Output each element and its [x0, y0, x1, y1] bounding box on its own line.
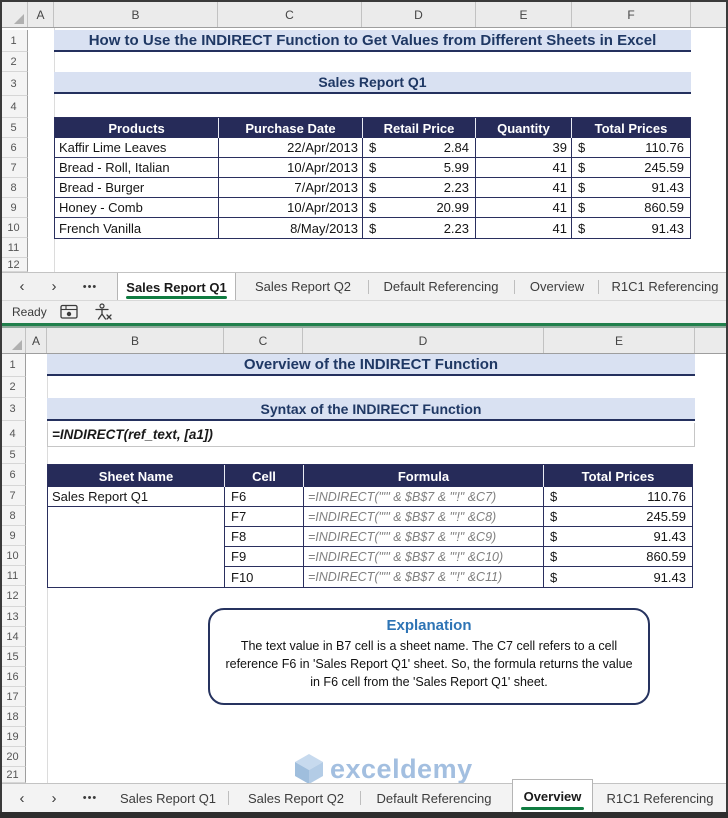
cell-total[interactable]: [544, 527, 692, 547]
more-sheets-button[interactable]: •••: [82, 280, 98, 293]
cell-total[interactable]: [544, 507, 692, 527]
table-header-sheet-name[interactable]: Sheet Name: [48, 465, 225, 487]
row-header[interactable]: 3: [0, 72, 28, 96]
cell-date[interactable]: 7/Apr/2013: [219, 178, 363, 198]
row-header[interactable]: 7: [0, 158, 28, 178]
row-header[interactable]: 9: [0, 526, 26, 546]
prev-sheet-button[interactable]: ‹: [19, 278, 25, 295]
formula-table: [47, 464, 693, 588]
currency-symbol: $: [550, 509, 558, 524]
cell-total[interactable]: [544, 567, 692, 587]
row-header[interactable]: 4: [0, 96, 28, 118]
column-header-b[interactable]: B: [47, 328, 224, 353]
row-header[interactable]: 12: [0, 586, 26, 607]
active-tab-underline: [126, 296, 227, 299]
tab-separator: [228, 791, 229, 805]
active-tab-underline: [521, 807, 584, 810]
tab-separator: [360, 791, 361, 805]
row-header[interactable]: 1: [0, 30, 28, 52]
tab-sales-report-q2[interactable]: Sales Report Q2: [254, 279, 352, 294]
next-sheet-button[interactable]: ›: [51, 278, 57, 295]
cell-sheet-name[interactable]: Sales Report Q1: [48, 487, 224, 507]
tab-separator: [368, 280, 369, 294]
cell-product[interactable]: French Vanilla: [55, 218, 219, 238]
row-header[interactable]: 11: [0, 238, 28, 258]
tab-label: Sales Report Q1: [126, 279, 227, 295]
row-header[interactable]: 7: [0, 486, 26, 506]
table-header-purchase-date[interactable]: Purchase Date: [219, 118, 363, 138]
cell-formula[interactable]: =INDIRECT("'" & $B$7 & "'!" &C11): [304, 567, 544, 587]
row-header[interactable]: 16: [0, 667, 26, 687]
total-value: 91.43: [651, 180, 684, 195]
cell-formula[interactable]: =INDIRECT("'" & $B$7 & "'!" &C8): [304, 507, 544, 527]
currency-symbol: $: [369, 200, 377, 215]
column-header-a[interactable]: A: [28, 2, 54, 27]
column-header-e[interactable]: E: [476, 2, 572, 27]
cell-quantity[interactable]: 41: [476, 158, 572, 178]
cell-product[interactable]: Bread - Burger: [55, 178, 219, 198]
price-value: 2.23: [443, 180, 469, 195]
column-header-e[interactable]: E: [544, 328, 695, 353]
cell-quantity[interactable]: 41: [476, 198, 572, 218]
row-header[interactable]: 4: [0, 421, 26, 447]
currency-symbol: $: [550, 489, 558, 504]
column-header-d[interactable]: D: [303, 328, 544, 353]
tab-overview-active[interactable]: [512, 779, 593, 812]
total-value: 860.59: [646, 549, 686, 564]
row-header[interactable]: 21: [0, 767, 26, 783]
cell-date[interactable]: 10/Apr/2013: [219, 198, 363, 218]
total-value: 245.59: [644, 160, 684, 175]
table-header-total-prices[interactable]: Total Prices: [572, 118, 690, 138]
total-value: 91.43: [653, 529, 686, 544]
row-header[interactable]: 12: [0, 258, 28, 272]
column-header-c[interactable]: C: [224, 328, 303, 353]
row-header[interactable]: 13: [0, 607, 26, 627]
cell-ref[interactable]: F8: [225, 527, 304, 547]
cell-ref[interactable]: F7: [225, 507, 304, 527]
syntax-formula-cell[interactable]: =INDIRECT(ref_text, [a1]): [47, 423, 695, 447]
cell-price[interactable]: [363, 198, 476, 218]
cell-ref[interactable]: F9: [225, 547, 304, 567]
row-header[interactable]: 2: [0, 377, 26, 398]
column-header-a[interactable]: A: [26, 328, 47, 353]
select-all-corner[interactable]: [0, 328, 26, 353]
currency-symbol: $: [369, 160, 377, 175]
row-header[interactable]: 15: [0, 647, 26, 667]
column-header-row: [0, 2, 728, 28]
total-value: 245.59: [646, 509, 686, 524]
total-value: 860.59: [644, 200, 684, 215]
row-header[interactable]: 10: [0, 546, 26, 566]
cell-product[interactable]: Bread - Roll, Italian: [55, 158, 219, 178]
currency-symbol: $: [369, 180, 377, 195]
currency-symbol: $: [550, 529, 558, 544]
cell-ref[interactable]: F6: [225, 487, 304, 507]
select-all-triangle-icon: [14, 14, 24, 24]
row-header[interactable]: 19: [0, 727, 26, 747]
currency-symbol: $: [369, 220, 377, 236]
row-header[interactable]: 5: [0, 447, 26, 464]
cell-quantity[interactable]: 41: [476, 218, 572, 238]
exceldemy-cube-icon: [294, 753, 324, 785]
syntax-title-cell[interactable]: Syntax of the INDIRECT Function: [47, 398, 695, 421]
watermark: [294, 753, 473, 785]
status-ready-label: Ready: [12, 304, 47, 319]
tab-separator: [514, 280, 515, 294]
row-header[interactable]: 10: [0, 218, 28, 238]
cell-date[interactable]: 10/Apr/2013: [219, 158, 363, 178]
cell-formula[interactable]: =INDIRECT("'" & $B$7 & "'!" &C10): [304, 547, 544, 567]
tab-r1c1-referencing[interactable]: R1C1 Referencing: [606, 790, 714, 806]
sheet-title-cell[interactable]: Overview of the INDIRECT Function: [47, 354, 695, 376]
cell-total[interactable]: [572, 158, 690, 178]
cell-formula[interactable]: =INDIRECT("'" & $B$7 & "'!" &C9): [304, 527, 544, 547]
row-header[interactable]: 1: [0, 354, 26, 377]
tab-label: Overview: [523, 788, 582, 804]
column-header-partial: [695, 328, 728, 353]
tab-sales-report-q1-active[interactable]: [117, 273, 236, 301]
row-header[interactable]: 2: [0, 52, 28, 72]
column-header-d[interactable]: D: [362, 2, 476, 27]
cell-formula[interactable]: =INDIRECT("'" & $B$7 & "'!" &C7): [304, 487, 544, 507]
currency-symbol: $: [578, 140, 586, 155]
row-header[interactable]: 9: [0, 198, 28, 218]
row-header[interactable]: 6: [0, 138, 28, 158]
row-header[interactable]: 20: [0, 747, 26, 767]
column-header-row: [0, 328, 728, 354]
table-header-quantity[interactable]: Quantity: [476, 118, 572, 138]
cell-product[interactable]: Honey - Comb: [55, 198, 219, 218]
tab-separator: [598, 280, 599, 294]
price-value: 5.99: [443, 160, 469, 175]
row-header[interactable]: 18: [0, 707, 26, 727]
status-bar: [0, 300, 728, 322]
column-header-b[interactable]: B: [54, 2, 218, 27]
currency-symbol: $: [578, 180, 586, 195]
cell-total[interactable]: [572, 218, 690, 238]
tab-r1c1-referencing[interactable]: R1C1 Referencing: [611, 279, 719, 294]
tab-sales-report-q1[interactable]: Sales Report Q1: [119, 790, 217, 806]
cell-total[interactable]: [572, 138, 690, 158]
row-header[interactable]: 5: [0, 118, 28, 138]
table-header-retail-price[interactable]: Retail Price: [363, 118, 476, 138]
column-header-c[interactable]: C: [218, 2, 362, 27]
cell-ref[interactable]: F10: [225, 567, 304, 587]
cell-total[interactable]: [544, 547, 692, 567]
cell-quantity[interactable]: 41: [476, 178, 572, 198]
price-value: 20.99: [436, 200, 469, 215]
column-header-partial: [691, 2, 728, 27]
table-header-formula[interactable]: Formula: [304, 465, 544, 487]
section-title-cell[interactable]: Sales Report Q1: [54, 72, 691, 94]
watermark-text: exceldemy: [330, 753, 473, 784]
select-all-corner[interactable]: [0, 2, 28, 27]
sheet-tab-bar-bottom: [0, 783, 728, 812]
currency-symbol: $: [369, 140, 377, 155]
row-header[interactable]: 8: [0, 178, 28, 198]
row-header[interactable]: 8: [0, 506, 26, 526]
sales-table: [54, 117, 691, 239]
cell-product[interactable]: Kaffir Lime Leaves: [55, 138, 219, 158]
cell-date[interactable]: 8/May/2013: [219, 218, 363, 238]
window-border: [0, 0, 2, 818]
table-header-cell[interactable]: Cell: [225, 465, 304, 487]
currency-symbol: $: [578, 200, 586, 215]
tab-default-referencing[interactable]: Default Referencing: [383, 279, 499, 294]
currency-symbol: $: [578, 220, 586, 236]
cell-price[interactable]: [363, 178, 476, 198]
window-border: [0, 812, 728, 818]
tab-default-referencing[interactable]: Default Referencing: [376, 790, 492, 806]
tab-overview[interactable]: Overview: [529, 279, 585, 294]
total-value: 110.76: [645, 140, 684, 155]
tab-sales-report-q2[interactable]: Sales Report Q2: [247, 790, 345, 806]
explanation-shape[interactable]: [208, 608, 650, 705]
more-sheets-button[interactable]: •••: [82, 792, 98, 804]
explanation-body: The text value in B7 cell is a sheet name. The C7 cell refers to a cell reference F6 in 'Sales Report Q1' sheet. So, the formula returns the value in F6 cell from the 'Sales Report Q1' sheet.: [225, 639, 633, 690]
sheet-name-column[interactable]: [48, 487, 225, 587]
explanation-title: Explanation: [386, 617, 472, 634]
window-border: [0, 0, 728, 2]
cell-price[interactable]: [363, 138, 476, 158]
table-header-products[interactable]: Products: [55, 118, 219, 138]
currency-symbol: $: [550, 569, 558, 585]
cell-date[interactable]: 22/Apr/2013: [219, 138, 363, 158]
next-sheet-button[interactable]: ›: [51, 789, 57, 807]
price-value: 2.23: [443, 220, 469, 236]
currency-symbol: $: [550, 549, 558, 564]
currency-symbol: $: [578, 160, 586, 175]
cell-total[interactable]: [572, 178, 690, 198]
row-header[interactable]: 14: [0, 627, 26, 647]
cell-total[interactable]: [572, 198, 690, 218]
table-header-total-prices[interactable]: Total Prices: [544, 465, 692, 487]
sheet-title-cell[interactable]: How to Use the INDIRECT Function to Get Values from Different Sheets in Excel: [54, 30, 691, 52]
column-header-f[interactable]: F: [572, 2, 691, 27]
row-header[interactable]: 6: [0, 464, 26, 486]
select-all-triangle-icon: [12, 340, 22, 350]
cell-price[interactable]: [363, 218, 476, 238]
cell-quantity[interactable]: 39: [476, 138, 572, 158]
row-header[interactable]: 17: [0, 687, 26, 707]
sheet-tab-bar-top: [0, 272, 728, 300]
cell-total[interactable]: [544, 487, 692, 507]
total-value: 110.76: [647, 489, 686, 504]
total-value: 91.43: [651, 220, 684, 236]
row-header[interactable]: 11: [0, 566, 26, 586]
row-header[interactable]: 3: [0, 398, 26, 421]
prev-sheet-button[interactable]: ‹: [19, 789, 25, 807]
total-value: 91.43: [653, 569, 686, 585]
price-value: 2.84: [443, 140, 469, 155]
cell-price[interactable]: [363, 158, 476, 178]
